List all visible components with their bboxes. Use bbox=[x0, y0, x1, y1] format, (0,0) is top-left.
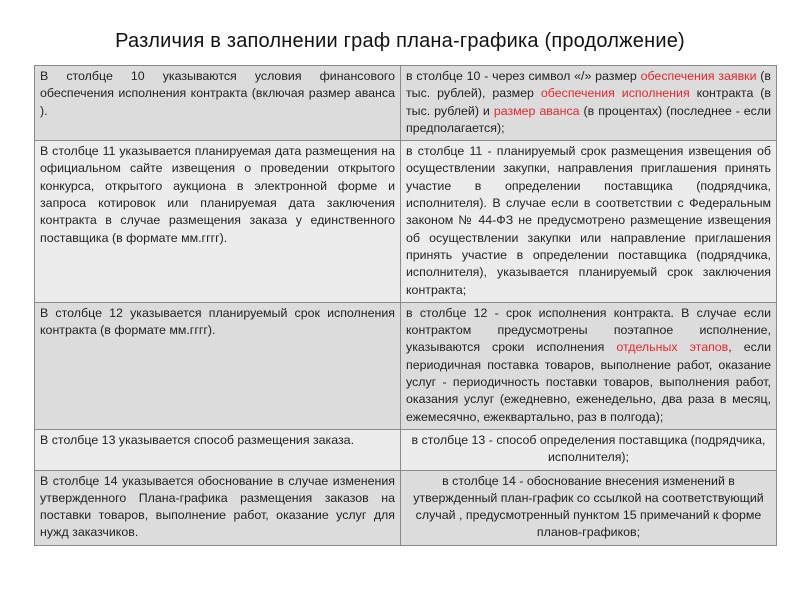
slide-title: Различия в заполнении граф плана-графика (продолжение) bbox=[115, 30, 685, 52]
old-rule-cell: В столбце 14 указывается обоснование в случае изменения утвержденного Плана-графика размещения заказов на поставки товаров, выполнение работ, оказание услуг для нужд заказчиков. bbox=[35, 470, 401, 545]
table-row bbox=[35, 470, 777, 545]
table-row bbox=[35, 429, 777, 470]
highlight-text: обеспечения заявки bbox=[640, 69, 757, 83]
old-rule-cell: В столбце 11 указывается планируемая дата размещения на официальном сайте извещения о проведении открытого конкурса, открытого аукциона в электронной форме и запроса котировок или планируемая дата заключения контракта в случае размещения заказа у единственного поставщика (в формате мм.гггг). bbox=[35, 141, 401, 303]
old-rule-cell: В столбце 10 указываются условия финансового обеспечения исполнения контракта (включая размер аванса ). bbox=[35, 66, 401, 141]
highlight-text: размер аванса bbox=[493, 103, 580, 118]
text-fragment: (в тыс. рублей), размер bbox=[406, 69, 772, 101]
new-rule-cell: в столбце 14 - обоснование внесения изменений в утвержденный план-график со ссылкой на соответствующий случай , предусмотренный пунктом 15 примечаний к форме планов-графиков; bbox=[401, 470, 777, 545]
highlight-text: обеспечения исполнения bbox=[540, 86, 690, 101]
comparison-table bbox=[34, 65, 777, 546]
text-fragment: контракта (в тыс. рублей) и bbox=[406, 86, 771, 118]
text-fragment: (в процентах) (последнее - если предполагается); bbox=[406, 103, 772, 135]
new-rule-cell: в столбце 11 - планируемый срок размещения извещения об осуществлении закупки, направления приглашения принять участие в определении поставщика (подрядчика, исполнителя). В случае если в соответствии с Федеральным законом № 44-ФЗ не предусмотрено размещение извещения об осуществлении закупки или направление приглашения принять участие в определении поставщика (подрядчика, исполнителя), указывается планируемый срок заключения контракта; bbox=[401, 141, 777, 303]
old-rule-cell: В столбце 12 указывается планируемый срок исполнения контракта (в формате мм.гггг). bbox=[35, 302, 401, 429]
text-fragment: в столбце 10 - через символ «/» размер bbox=[406, 69, 641, 83]
text-fragment: , если периодичная поставка товаров, выполнение работ, оказание услуг - периодичность поставки товаров, выполнения работ, оказания услуг (ежедневно, еженедельно, два раза в месяц, ежемесячно, ежеквартально, раз в полгода); bbox=[406, 340, 771, 424]
new-rule-cell bbox=[401, 302, 777, 429]
new-rule-cell: в столбце 13 - способ определения поставщика (подрядчика, исполнителя); bbox=[401, 429, 777, 470]
text-fragment: в столбце 12 - срок исполнения контракта. В случае если контрактом предусмотрены поэтапное исполнение, указываются сроки исполнения bbox=[406, 305, 771, 355]
table-row bbox=[35, 66, 777, 141]
table-row bbox=[35, 141, 777, 303]
highlight-text: отдельных этапов bbox=[616, 340, 729, 355]
table-row bbox=[35, 302, 777, 429]
new-rule-cell bbox=[401, 66, 777, 141]
old-rule-cell: В столбце 13 указывается способ размещения заказа. bbox=[35, 429, 401, 470]
